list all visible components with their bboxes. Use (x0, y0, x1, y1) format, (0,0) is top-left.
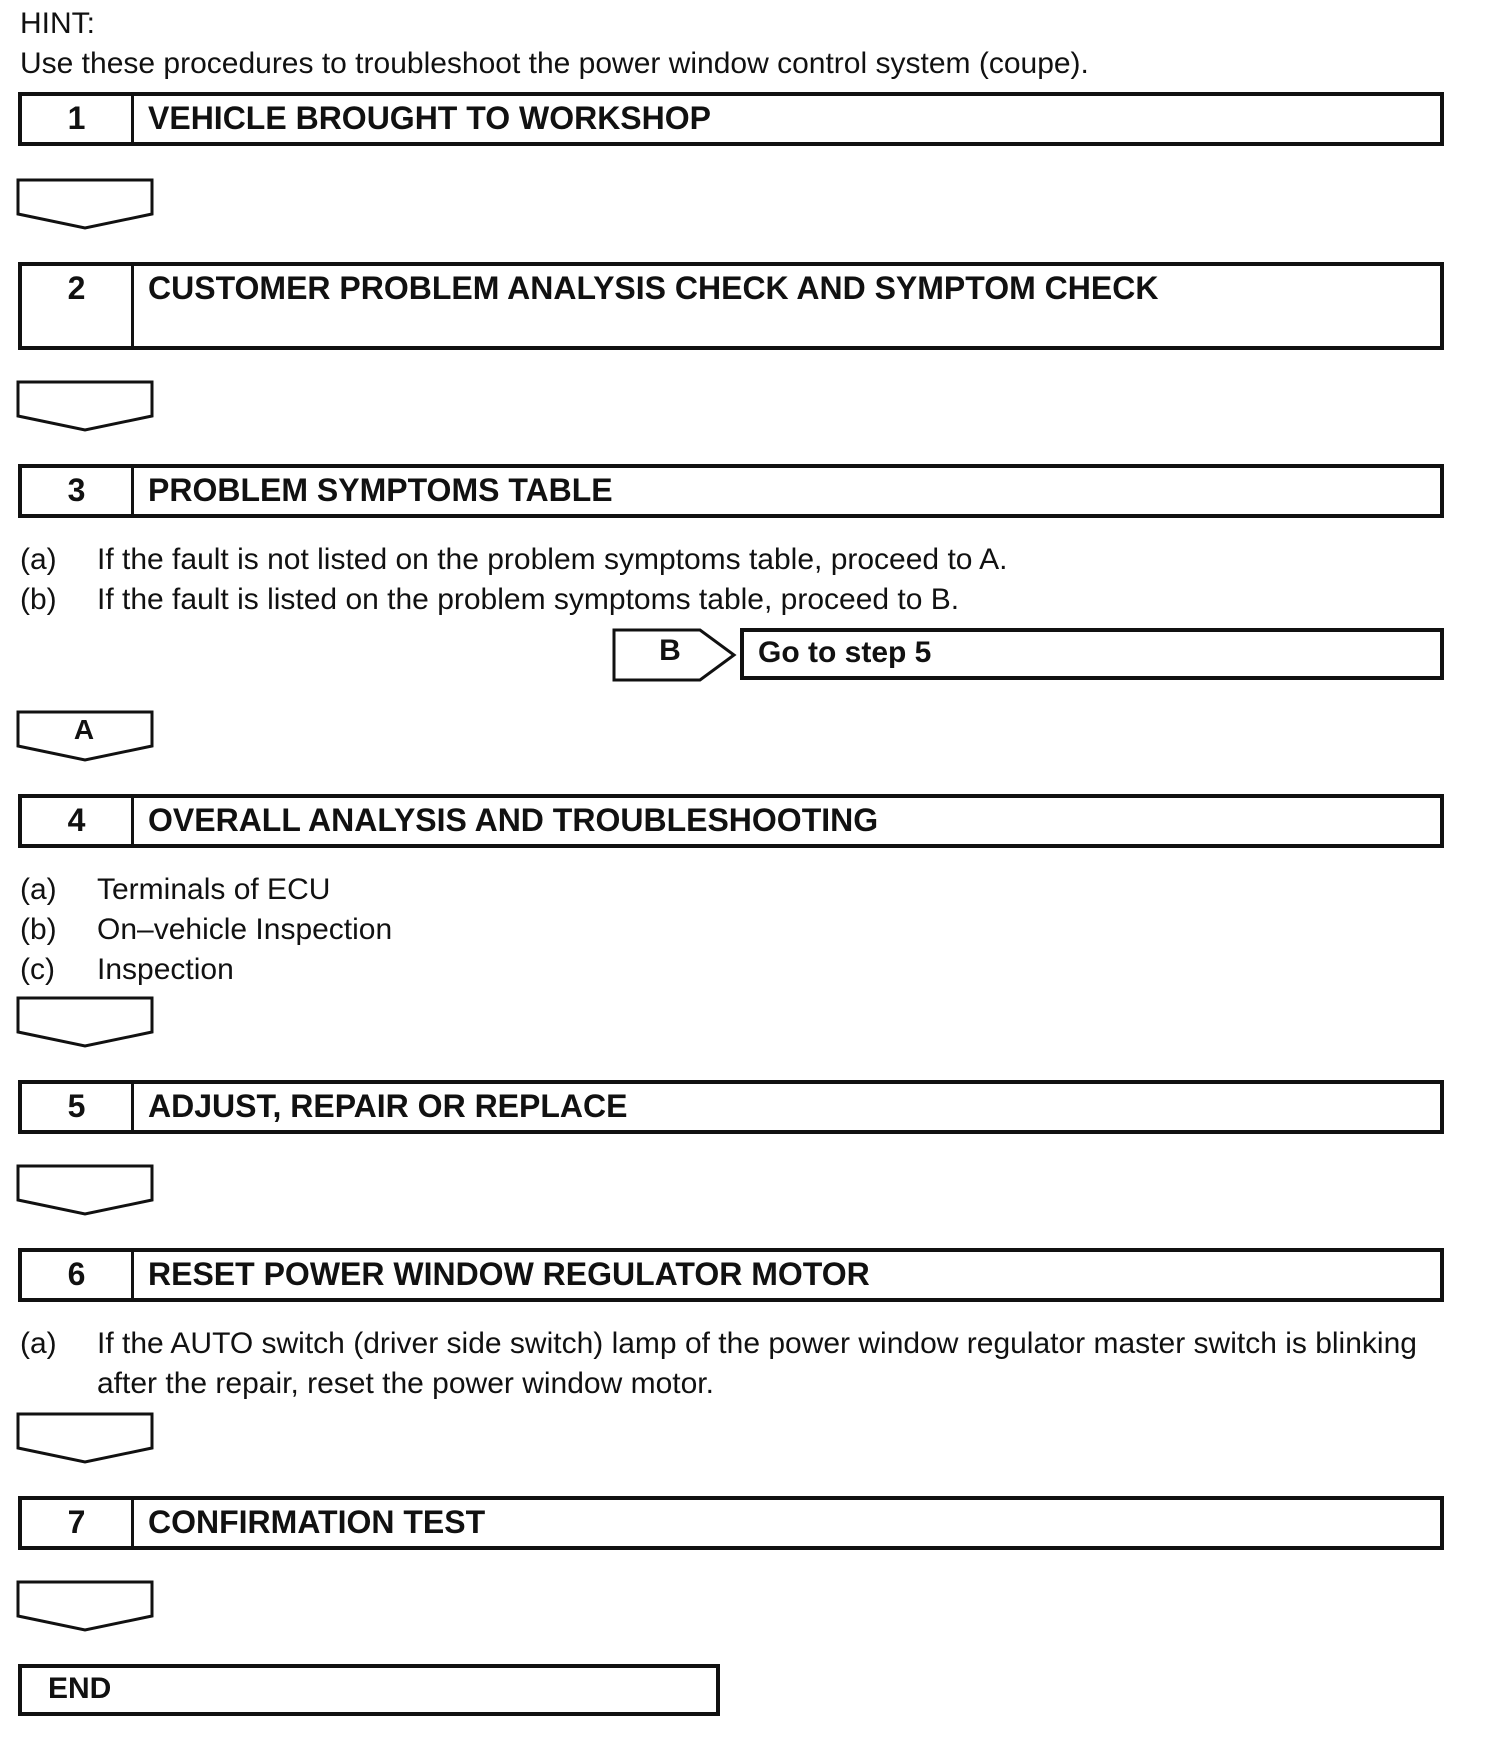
hint-label: HINT: (20, 7, 95, 40)
item-label: (c) (20, 953, 55, 986)
flow-arrow-icon (16, 1412, 156, 1466)
step-number: 2 (22, 266, 134, 346)
step-title: RESET POWER WINDOW REGULATOR MOTOR (148, 1256, 870, 1292)
step-5-box (18, 1080, 1444, 1134)
item-label: (b) (20, 583, 57, 616)
step-number: 1 (22, 96, 134, 142)
step-number: 5 (22, 1084, 134, 1130)
flow-arrow-icon (16, 1580, 156, 1634)
step-title: VEHICLE BROUGHT TO WORKSHOP (148, 100, 711, 136)
item-text: On–vehicle Inspection (97, 913, 393, 946)
item-text: If the fault is not listed on the problem symptoms table, proceed to A. (97, 543, 1008, 576)
item-text: Terminals of ECU (97, 873, 331, 906)
step-6-box (18, 1248, 1444, 1302)
branch-b-text: Go to step 5 (758, 636, 932, 669)
step-1-box (18, 92, 1444, 146)
item-label: (b) (20, 913, 57, 946)
step-title: CUSTOMER PROBLEM ANALYSIS CHECK AND SYMPTOM CHECK (148, 270, 1159, 306)
flow-arrow-icon (16, 996, 156, 1050)
flow-arrow-icon (16, 178, 156, 232)
step-number: 7 (22, 1500, 134, 1546)
step-3-box (18, 464, 1444, 518)
step-number: 4 (22, 798, 134, 844)
step-title: OVERALL ANALYSIS AND TROUBLESHOOTING (148, 802, 879, 838)
branch-b-label: B (659, 634, 681, 667)
step-2-box (18, 262, 1444, 350)
branch-a-label: A (73, 714, 95, 745)
hint-text: Use these procedures to troubleshoot the power window control system (coupe). (20, 47, 1089, 80)
end-box (18, 1664, 720, 1716)
item-label: (a) (20, 873, 57, 906)
flow-arrow-icon (16, 380, 156, 434)
step-title: ADJUST, REPAIR OR REPLACE (148, 1088, 628, 1124)
step-7-box (18, 1496, 1444, 1550)
item-text: If the AUTO switch (driver side switch) lamp of the power window regulator master switch is blinking (97, 1327, 1417, 1360)
branch-b-box (740, 628, 1444, 680)
step-number: 3 (22, 468, 134, 514)
step-title: PROBLEM SYMPTOMS TABLE (148, 472, 613, 508)
item-label: (a) (20, 543, 57, 576)
flow-arrow-icon (16, 1164, 156, 1218)
branch-a-arrow (16, 710, 156, 764)
item-label: (a) (20, 1327, 57, 1360)
end-label: END (48, 1672, 112, 1705)
item-text: Inspection (97, 953, 234, 986)
step-title: CONFIRMATION TEST (148, 1504, 486, 1540)
item-text: If the fault is listed on the problem symptoms table, proceed to B. (97, 583, 960, 616)
step-4-box (18, 794, 1444, 848)
step-number: 6 (22, 1252, 134, 1298)
item-text-continued: after the repair, reset the power window motor. (97, 1367, 714, 1400)
